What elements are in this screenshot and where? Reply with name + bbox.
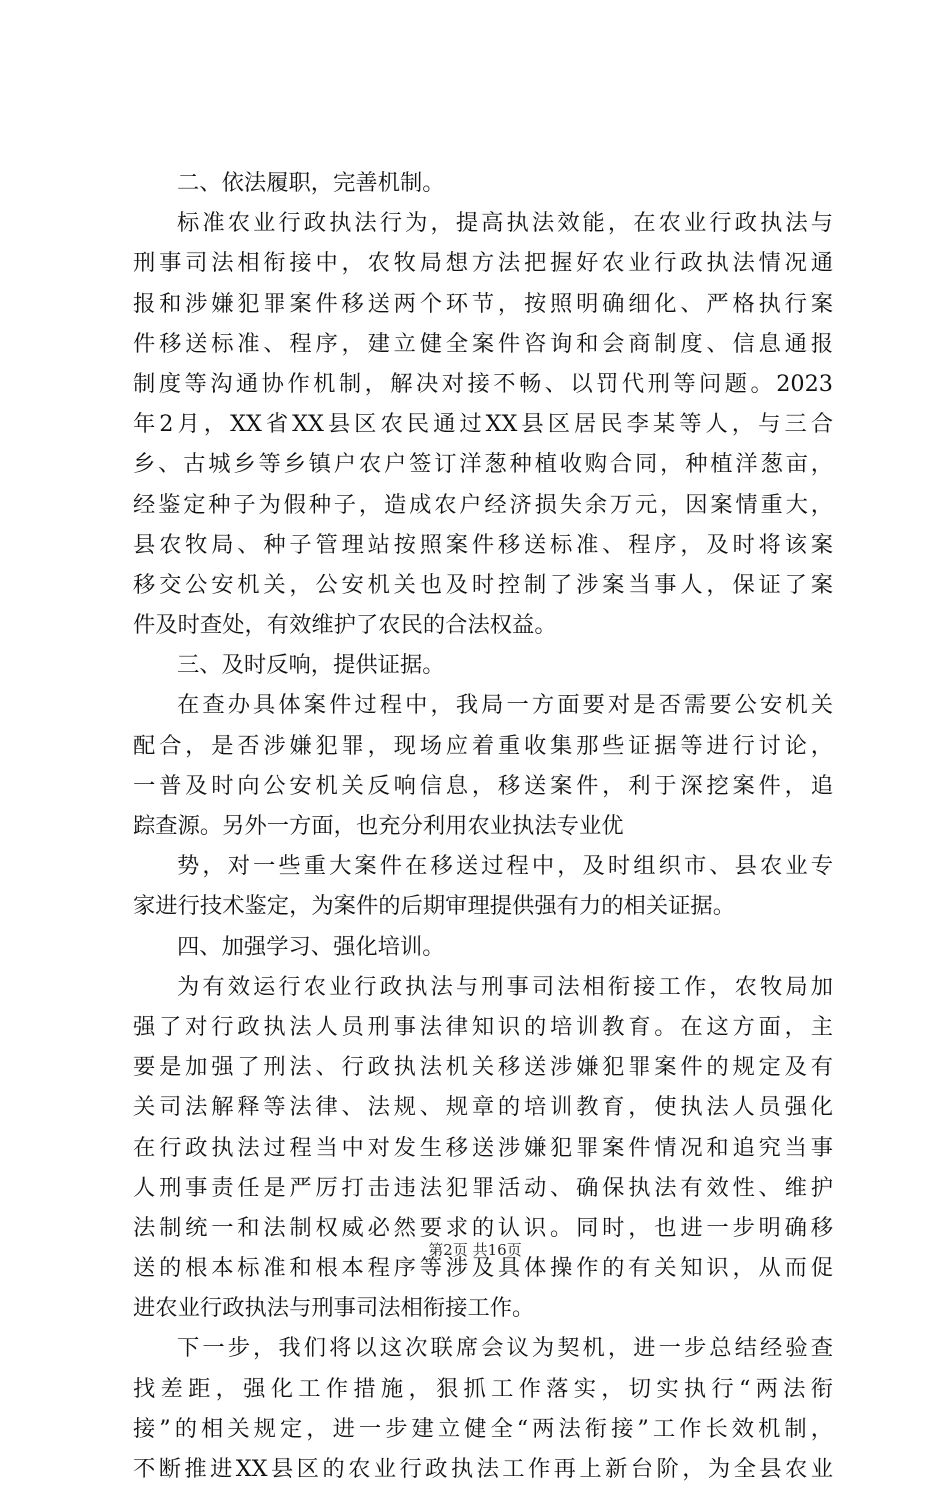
- text-line: 接”的相关规定，进一步建立健全“两法衔接”工作长效机制，: [133, 1415, 833, 1442]
- text-line: 乡、古城乡等乡镇户农户签订洋葱种植收购合同，种植洋葱亩，: [133, 451, 833, 478]
- text-line: 一普及时向公安机关反响信息，移送案件，利于深挖案件，追: [133, 772, 833, 799]
- text-line: 不断推进XX县区的农业行政执法工作再上新台阶，为全县农业: [133, 1456, 833, 1482]
- text-line: 要是加强了刑法、行政执法机关移送涉嫌犯罪案件的规定及有: [133, 1054, 833, 1081]
- text-line: 下一步，我们将以这次联席会议为契机，进一步总结经验查: [177, 1335, 833, 1362]
- text-line: 制度等沟通协作机制，解决对接不畅、以罚代刑等问题。2023: [133, 370, 833, 397]
- page-number-footer: 第2页 共16页: [428, 1241, 522, 1259]
- text-line: 经鉴定种子为假种子，造成农户经济损失余万元，因案情重大，: [133, 491, 833, 518]
- text-line: 件移送标准、程序，建立健全案件咨询和会商制度、信息通报: [133, 330, 833, 357]
- text-line: 年2月，XX省XX县区农民通过XX县区居民李某等人，与三合: [133, 411, 833, 438]
- text-line: 移交公安机关，公安机关也及时控制了涉案当事人，保证了案: [133, 571, 833, 598]
- text-line: 法制统一和法制权威必然要求的认识。同时，也进一步明确移: [133, 1214, 833, 1241]
- text-line: 为有效运行农业行政执法与刑事司法相衔接工作，农牧局加: [177, 973, 833, 1000]
- document-body: [133, 163, 833, 1489]
- text-line: 在查办具体案件过程中，我局一方面要对是否需要公安机关: [177, 692, 833, 719]
- text-line: 找差距，强化工作措施，狠抓工作落实，切实执行“两法衔: [133, 1375, 833, 1402]
- text-line: 势，对一些重大案件在移送过程中，及时组织市、县农业专: [177, 853, 833, 880]
- section-heading: 四、加强学习、强化培训。: [177, 933, 445, 960]
- text-line: 家进行技术鉴定，为案件的后期审理提供强有力的相关证据。: [133, 893, 736, 920]
- text-line: 报和涉嫌犯罪案件移送两个环节，按照明确细化、严格执行案: [133, 290, 833, 317]
- text-line: 人刑事责任是严厉打击违法犯罪活动、确保执法有效性、维护: [133, 1174, 833, 1201]
- text-line: 刑事司法相衔接中，农牧局想方法把握好农业行政执法情况通: [133, 250, 833, 277]
- text-line: 强了对行政执法人员刑事法律知识的培训教育。在这方面，主: [133, 1013, 833, 1040]
- section-heading: 二、依法履职，完善机制。: [177, 170, 445, 196]
- text-line: 在行政执法过程当中对发生移送涉嫌犯罪案件情况和追究当事: [133, 1134, 833, 1161]
- section-heading: 三、及时反响，提供证据。: [177, 652, 445, 679]
- text-line: 关司法解释等法律、法规、规章的培训教育，使执法人员强化: [133, 1094, 833, 1121]
- text-line: 送的根本标准和根本程序等涉及具体操作的有关知识，从而促: [133, 1255, 833, 1282]
- text-line: 县农牧局、种子管理站按照案件移送标准、程序，及时将该案: [133, 531, 833, 558]
- text-line: 踪查源。另外一方面，也充分利用农业执法专业优: [133, 813, 624, 839]
- text-line: 配合，是否涉嫌犯罪，现场应着重收集那些证据等进行讨论，: [133, 732, 833, 759]
- text-line: 标准农业行政执法行为，提高执法效能，在农业行政执法与: [177, 210, 833, 237]
- text-line: 件及时查处，有效维护了农民的合法权益。: [133, 612, 557, 639]
- text-line: 进农业行政执法与刑事司法相衔接工作。: [133, 1295, 535, 1322]
